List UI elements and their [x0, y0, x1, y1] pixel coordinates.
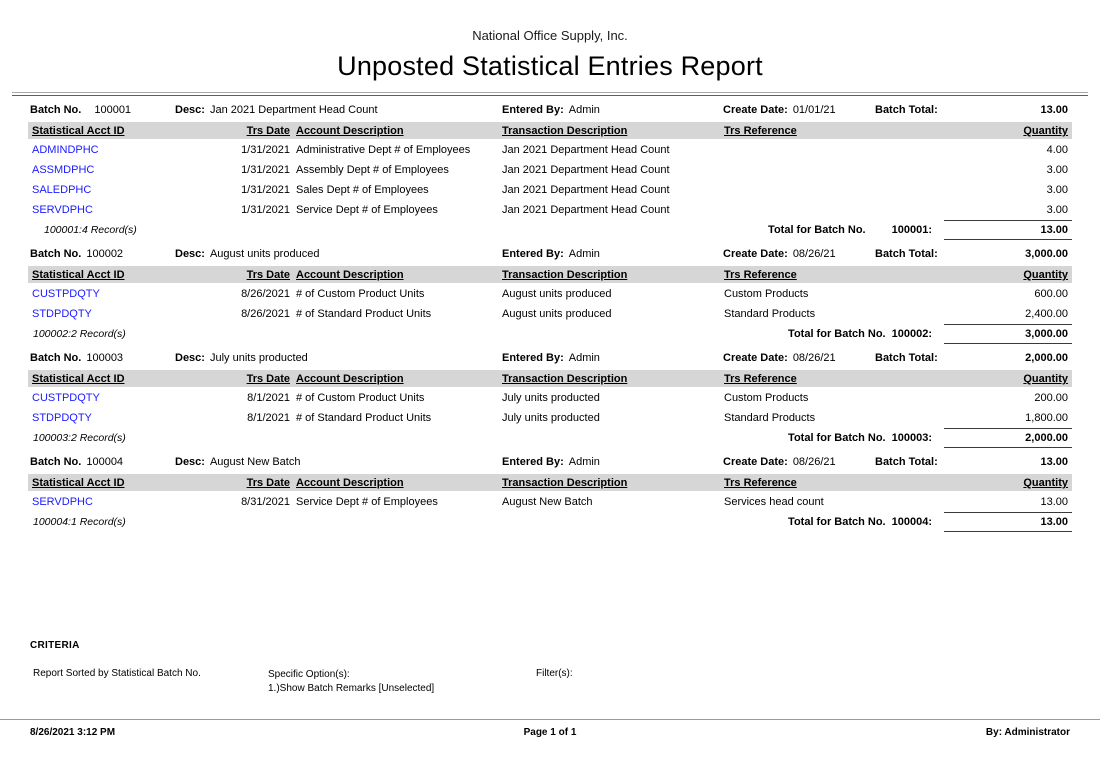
entered-by-label: Entered By:	[502, 456, 564, 468]
entered-by-group	[502, 248, 723, 260]
report-title: Unposted Statistical Entries Report	[337, 51, 763, 81]
batch-total-value: 3,000.00	[1025, 248, 1068, 260]
entered-by-value: Admin	[568, 248, 600, 260]
batch-total-row	[28, 512, 1072, 532]
trs-desc-cell: Jan 2021 Department Head Count	[502, 204, 670, 216]
col-statistical-acct-id: Statistical Acct ID	[32, 125, 125, 137]
col-account-description: Account Description	[296, 125, 404, 137]
col-statistical-acct-id: Statistical Acct ID	[32, 269, 125, 281]
total-quantity: 13.00	[944, 220, 1072, 240]
column-header-row	[28, 474, 1072, 491]
batch-total-label: Batch Total:	[875, 456, 938, 468]
trs-date-cell: 1/31/2021	[241, 204, 290, 216]
qty-cell: 2,400.00	[1025, 308, 1068, 320]
criteria-section	[30, 640, 1070, 696]
batch-no-label: Batch No.	[30, 248, 82, 260]
criteria-options	[268, 668, 536, 696]
report-body	[28, 96, 1072, 532]
acct-desc-cell: Service Dept # of Employees	[296, 496, 438, 508]
acct-desc-cell: Assembly Dept # of Employees	[296, 164, 449, 176]
total-for-batch-label	[788, 432, 944, 444]
footer-user: By: Administrator	[985, 727, 1070, 738]
page-footer	[0, 719, 1100, 738]
criteria-sorted-by: Report Sorted by Statistical Batch No.	[33, 668, 201, 679]
entered-by-label: Entered By:	[502, 104, 564, 116]
batch-total-group	[875, 456, 1072, 468]
criteria-heading: CRITERIA	[30, 640, 80, 651]
trs-desc-cell: August units produced	[502, 288, 612, 300]
total-for-batch-label	[788, 328, 944, 340]
create-date-label: Create Date:	[723, 248, 788, 260]
qty-cell: 200.00	[1034, 392, 1068, 404]
total-batch-id: 100001:	[891, 224, 932, 236]
col-statistical-acct-id: Statistical Acct ID	[32, 373, 125, 385]
col-trs-reference: Trs Reference	[724, 269, 797, 281]
acct-desc-cell: Administrative Dept # of Employees	[296, 144, 471, 156]
trs-date-cell: 1/31/2021	[241, 144, 290, 156]
batch-no-group	[28, 104, 175, 116]
table-row	[28, 179, 1072, 199]
batch-total-label: Batch Total:	[875, 104, 938, 116]
trs-ref-cell: Custom Products	[724, 392, 809, 404]
trs-desc-cell: August units produced	[502, 308, 612, 320]
col-transaction-description: Transaction Description	[502, 477, 628, 489]
batch-section-100002	[28, 240, 1072, 344]
acct-id-link[interactable]: CUSTPDQTY	[32, 288, 100, 300]
trs-date-cell: 8/1/2021	[247, 412, 290, 424]
create-date-group	[723, 104, 875, 116]
create-date-group	[723, 248, 875, 260]
total-label-text: Total for Batch No.	[788, 432, 886, 444]
trs-date-cell: 1/31/2021	[241, 184, 290, 196]
entered-by-group	[502, 456, 723, 468]
batch-header	[28, 448, 1072, 474]
records-note: 100003:2 Record(s)	[33, 432, 126, 444]
batch-section-100003	[28, 344, 1072, 448]
create-date-value: 08/26/21	[792, 352, 836, 364]
footer-datetime: 8/26/2021 3:12 PM	[30, 727, 116, 738]
create-date-value: 08/26/21	[792, 456, 836, 468]
batch-desc-group	[175, 248, 502, 260]
trs-date-cell: 1/31/2021	[241, 164, 290, 176]
desc-value: August New Batch	[209, 456, 301, 468]
create-date-label: Create Date:	[723, 456, 788, 468]
create-date-label: Create Date:	[723, 352, 788, 364]
col-quantity: Quantity	[1023, 269, 1068, 281]
acct-desc-cell: Service Dept # of Employees	[296, 204, 438, 216]
desc-label: Desc:	[175, 456, 205, 468]
batch-total-label: Batch Total:	[875, 352, 938, 364]
batch-no-label: Batch No.	[30, 104, 82, 116]
batch-no-label: Batch No.	[30, 456, 82, 468]
desc-label: Desc:	[175, 352, 205, 364]
total-label-text: Total for Batch No.	[768, 224, 866, 236]
col-trs-date: Trs Date	[246, 373, 290, 385]
entered-by-group	[502, 104, 723, 116]
col-account-description: Account Description	[296, 269, 404, 281]
batch-total-group	[875, 352, 1072, 364]
acct-id-link[interactable]: SERVDPHC	[32, 204, 93, 216]
total-batch-id: 100002:	[891, 328, 932, 340]
batch-desc-group	[175, 456, 502, 468]
trs-desc-cell: August New Batch	[502, 496, 593, 508]
batch-total-label: Batch Total:	[875, 248, 938, 260]
entered-by-value: Admin	[568, 352, 600, 364]
table-row	[28, 283, 1072, 303]
batch-total-value: 13.00	[1040, 104, 1068, 116]
entered-by-value: Admin	[568, 104, 600, 116]
batch-total-row	[28, 220, 1072, 240]
company-name: National Office Supply, Inc.	[472, 28, 628, 43]
col-transaction-description: Transaction Description	[502, 269, 628, 281]
col-trs-date: Trs Date	[246, 477, 290, 489]
create-date-value: 01/01/21	[792, 104, 836, 116]
col-trs-reference: Trs Reference	[724, 373, 797, 385]
batch-no-value: 100004	[86, 456, 124, 468]
qty-cell: 13.00	[1040, 496, 1068, 508]
desc-value: July units producted	[209, 352, 308, 364]
entered-by-group	[502, 352, 723, 364]
table-row	[28, 199, 1072, 219]
criteria-options-label: Specific Option(s):	[268, 669, 350, 680]
batch-total-value: 13.00	[1040, 456, 1068, 468]
entered-by-value: Admin	[568, 456, 600, 468]
total-quantity: 3,000.00	[944, 324, 1072, 344]
trs-date-cell: 8/31/2021	[241, 496, 290, 508]
col-quantity: Quantity	[1023, 373, 1068, 385]
trs-desc-cell: Jan 2021 Department Head Count	[502, 164, 670, 176]
records-note: 100001:4 Record(s)	[44, 224, 137, 236]
batch-total-value: 2,000.00	[1025, 352, 1068, 364]
total-batch-id: 100003:	[891, 432, 932, 444]
footer-page-number: Page 1 of 1	[523, 727, 577, 738]
qty-cell: 1,800.00	[1025, 412, 1068, 424]
batch-total-row	[28, 428, 1072, 448]
trs-desc-cell: July units producted	[502, 412, 600, 424]
create-date-value: 08/26/21	[792, 248, 836, 260]
table-row	[28, 303, 1072, 323]
trs-desc-cell: Jan 2021 Department Head Count	[502, 184, 670, 196]
column-header-row	[28, 122, 1072, 139]
col-account-description: Account Description	[296, 373, 404, 385]
criteria-filters-label: Filter(s):	[536, 668, 573, 679]
trs-ref-cell: Custom Products	[724, 288, 809, 300]
trs-ref-cell: Standard Products	[724, 308, 816, 320]
trs-ref-cell: Standard Products	[724, 412, 816, 424]
batch-no-value: 100001	[94, 104, 132, 116]
acct-desc-cell: # of Standard Product Units	[296, 412, 432, 424]
acct-id-link[interactable]: ASSMDPHC	[32, 164, 95, 176]
batch-header	[28, 240, 1072, 266]
trs-date-cell: 8/1/2021	[247, 392, 290, 404]
col-transaction-description: Transaction Description	[502, 373, 628, 385]
col-quantity: Quantity	[1023, 125, 1068, 137]
acct-desc-cell: # of Custom Product Units	[296, 392, 425, 404]
table-row	[28, 387, 1072, 407]
column-header-row	[28, 370, 1072, 387]
acct-id-link[interactable]: SERVDPHC	[32, 496, 93, 508]
qty-cell: 3.00	[1046, 164, 1068, 176]
col-trs-date: Trs Date	[246, 269, 290, 281]
records-note: 100002:2 Record(s)	[33, 328, 126, 340]
col-trs-date: Trs Date	[246, 125, 290, 137]
records-note: 100004:1 Record(s)	[33, 516, 126, 528]
qty-cell: 4.00	[1046, 144, 1068, 156]
col-account-description: Account Description	[296, 477, 404, 489]
batch-total-row	[28, 324, 1072, 344]
acct-id-link[interactable]: SALEDPHC	[32, 184, 92, 196]
col-transaction-description: Transaction Description	[502, 125, 628, 137]
trs-ref-cell: Services head count	[724, 496, 824, 508]
batch-no-value: 100002	[86, 248, 124, 260]
trs-desc-cell: July units producted	[502, 392, 600, 404]
acct-desc-cell: # of Custom Product Units	[296, 288, 425, 300]
qty-cell: 600.00	[1034, 288, 1068, 300]
batch-desc-group	[175, 352, 502, 364]
create-date-label: Create Date:	[723, 104, 788, 116]
acct-id-link[interactable]: ADMINDPHC	[32, 144, 99, 156]
trs-desc-cell: Jan 2021 Department Head Count	[502, 144, 670, 156]
entered-by-label: Entered By:	[502, 352, 564, 364]
total-quantity: 13.00	[944, 512, 1072, 532]
batch-no-group	[28, 248, 175, 260]
table-row	[28, 139, 1072, 159]
batch-desc-group	[175, 104, 502, 116]
create-date-group	[723, 456, 875, 468]
qty-cell: 3.00	[1046, 184, 1068, 196]
acct-desc-cell: Sales Dept # of Employees	[296, 184, 429, 196]
total-label-text: Total for Batch No.	[788, 328, 886, 340]
batch-section-100001	[28, 96, 1072, 240]
batch-no-label: Batch No.	[30, 352, 82, 364]
total-for-batch-label	[768, 224, 944, 236]
total-for-batch-label	[788, 516, 944, 528]
acct-desc-cell: # of Standard Product Units	[296, 308, 432, 320]
entered-by-label: Entered By:	[502, 248, 564, 260]
footer-row	[0, 720, 1100, 738]
trs-date-cell: 8/26/2021	[241, 308, 290, 320]
batch-section-100004	[28, 448, 1072, 532]
criteria-row	[30, 668, 1070, 696]
desc-value: Jan 2021 Department Head Count	[209, 104, 378, 116]
column-header-row	[28, 266, 1072, 283]
batch-no-value: 100003	[86, 352, 124, 364]
batch-header	[28, 96, 1072, 122]
acct-id-link[interactable]: CUSTPDQTY	[32, 392, 100, 404]
batch-total-group	[875, 248, 1072, 260]
col-statistical-acct-id: Statistical Acct ID	[32, 477, 125, 489]
batch-no-group	[28, 352, 175, 364]
total-quantity: 2,000.00	[944, 428, 1072, 448]
table-row	[28, 407, 1072, 427]
desc-value: August units produced	[209, 248, 320, 260]
col-quantity: Quantity	[1023, 477, 1068, 489]
criteria-option-1: 1.)Show Batch Remarks [Unselected]	[268, 683, 435, 694]
batch-header	[28, 344, 1072, 370]
desc-label: Desc:	[175, 104, 205, 116]
qty-cell: 3.00	[1046, 204, 1068, 216]
col-trs-reference: Trs Reference	[724, 125, 797, 137]
col-trs-reference: Trs Reference	[724, 477, 797, 489]
acct-id-link[interactable]: STDPDQTY	[32, 412, 92, 424]
batch-total-group	[875, 104, 1072, 116]
total-label-text: Total for Batch No.	[788, 516, 886, 528]
trs-date-cell: 8/26/2021	[241, 288, 290, 300]
batch-no-group	[28, 456, 175, 468]
create-date-group	[723, 352, 875, 364]
table-row	[28, 159, 1072, 179]
desc-label: Desc:	[175, 248, 205, 260]
table-row	[28, 491, 1072, 511]
total-batch-id: 100004:	[891, 516, 932, 528]
acct-id-link[interactable]: STDPDQTY	[32, 308, 92, 320]
